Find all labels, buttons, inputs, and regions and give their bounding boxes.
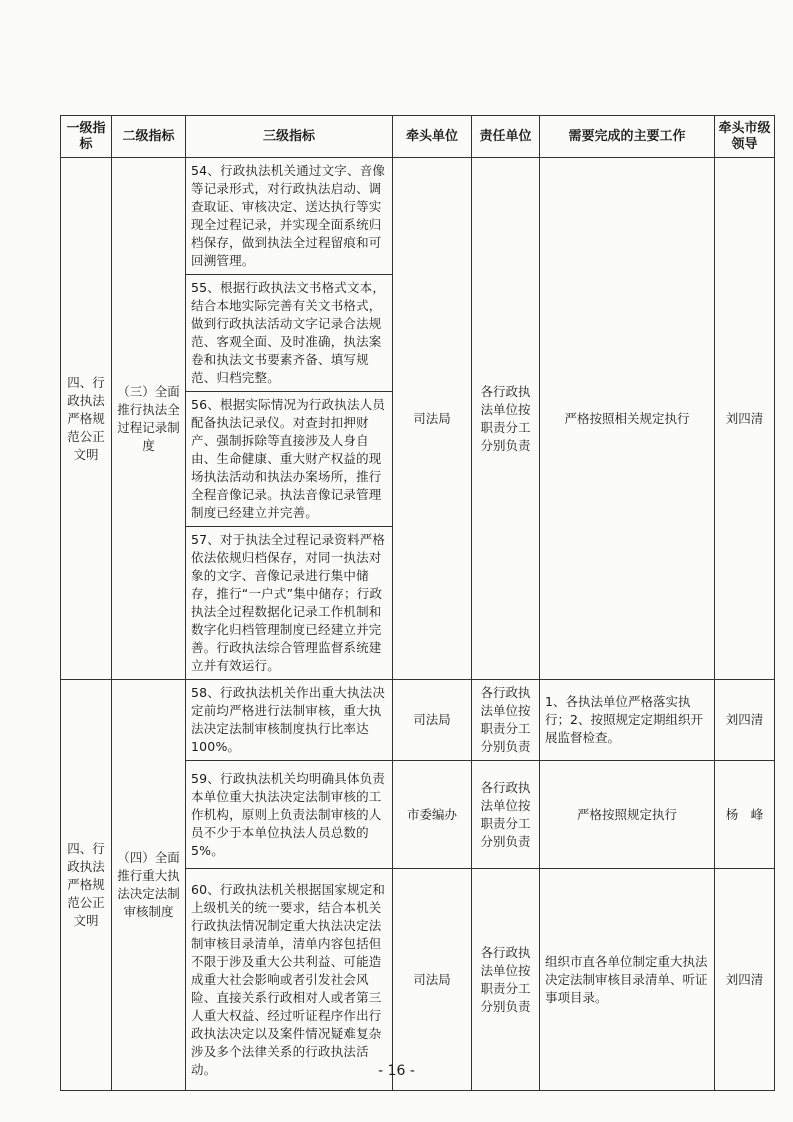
level1-cell: 四、行政执法严格规范公正文明	[61, 158, 112, 680]
header-lead-unit: 牵头单位	[393, 116, 472, 158]
header-leader: 牵头市级领导	[715, 116, 775, 158]
level3-item-60: 60、行政执法机关根据国家规定和上级机关的统一要求，结合本机关行政执法情况制定重大执法决定法制审核目录清单，清单内容包括但不限于涉及重大公共利益、可能造成重大社会影响或者引发社会风险、直接关系行政相对人或者第三人重大权益、经过听证程序作出行政执法决定以及案件情况疑难复杂涉及多个法律关系的行政执法活动。	[186, 869, 393, 1091]
resp-unit-cell: 各行政执法单位按职责分工分别负责	[472, 869, 540, 1091]
level3-item-59: 59、行政执法机关均明确具体负责本单位重大执法决定法制审核的工作机构，原则上负责法制审核的人员不少于本单位执法人员总数的 5%。	[186, 761, 393, 869]
header-resp-unit: 责任单位	[472, 116, 540, 158]
indicator-table	[60, 115, 775, 1091]
level3-item-55: 55、根据行政执法文书格式文本，结合本地实际完善有关文书格式，做到行政执法活动文字记录合法规范、客观全面、及时准确，执法案卷和执法文书要素齐备、填写规范、归档完整。	[186, 275, 393, 392]
resp-unit-cell: 各行政执法单位按职责分工分别负责	[472, 761, 540, 869]
lead-unit-cell: 司法局	[393, 158, 472, 680]
leader-cell: 刘四清	[715, 158, 775, 680]
level2-cell-2: （四）全面推行重大执法决定法制审核制度	[112, 680, 186, 1091]
level2-cell: （三）全面推行执法全过程记录制度	[112, 158, 186, 680]
leader-cell: 刘四清	[715, 869, 775, 1091]
level3-item-54: 54、行政执法机关通过文字、音像等记录形式，对行政执法启动、调查取证、审核决定、送达执行等实现全过程记录，并实现全面系统归档保存，做到执法全过程留痕和可回溯管理。	[186, 158, 393, 275]
lead-unit-cell: 市委编办	[393, 761, 472, 869]
main-work-cell: 组织市直各单位制定重大执法决定法制审核目录清单、听证事项目录。	[540, 869, 715, 1091]
main-work-cell: 严格按照规定执行	[540, 761, 715, 869]
resp-unit-cell: 各行政执法单位按职责分工分别负责	[472, 680, 540, 761]
table-row	[61, 158, 775, 275]
level3-item-58: 58、行政执法机关作出重大执法决定前均严格进行法制审核，重大执法决定法制审核制度执行比率达 100%。	[186, 680, 393, 761]
leader-cell: 杨 峰	[715, 761, 775, 869]
level1-cell-2: 四、行政执法严格规范公正文明	[61, 680, 112, 1091]
leader-cell: 刘四清	[715, 680, 775, 761]
main-work-cell: 严格按照相关规定执行	[540, 158, 715, 680]
table-header-row	[61, 116, 775, 158]
main-work-cell: 1、各执法单位严格落实执行；2、按照规定定期组织开展监督检查。	[540, 680, 715, 761]
page-number: - 16 -	[378, 1063, 415, 1079]
level3-item-56: 56、根据实际情况为行政执法人员配备执法记录仪。对查封扣押财产、强制拆除等直接涉及人身自由、生命健康、重大财产权益的现场执法活动和执法办案场所，推行全程音像记录。执法音像记录管理制度已经建立并完善。	[186, 392, 393, 527]
lead-unit-cell: 司法局	[393, 680, 472, 761]
table-row	[61, 680, 775, 761]
header-level2: 二级指标	[112, 116, 186, 158]
header-level3: 三级指标	[186, 116, 393, 158]
level3-item-57: 57、对于执法全过程记录资料严格依法依规归档保存，对同一执法对象的文字、音像记录进行集中储存，推行“一户式”集中储存；行政执法全过程数据化记录工作机制和数字化归档管理制度已经建立并完善。行政执法综合管理监督系统建立并有效运行。	[186, 527, 393, 680]
resp-unit-cell: 各行政执法单位按职责分工分别负责	[472, 158, 540, 680]
header-main-work: 需要完成的主要工作	[540, 116, 715, 158]
lead-unit-cell: 司法局	[393, 869, 472, 1091]
header-level1: 一级指标	[61, 116, 112, 158]
